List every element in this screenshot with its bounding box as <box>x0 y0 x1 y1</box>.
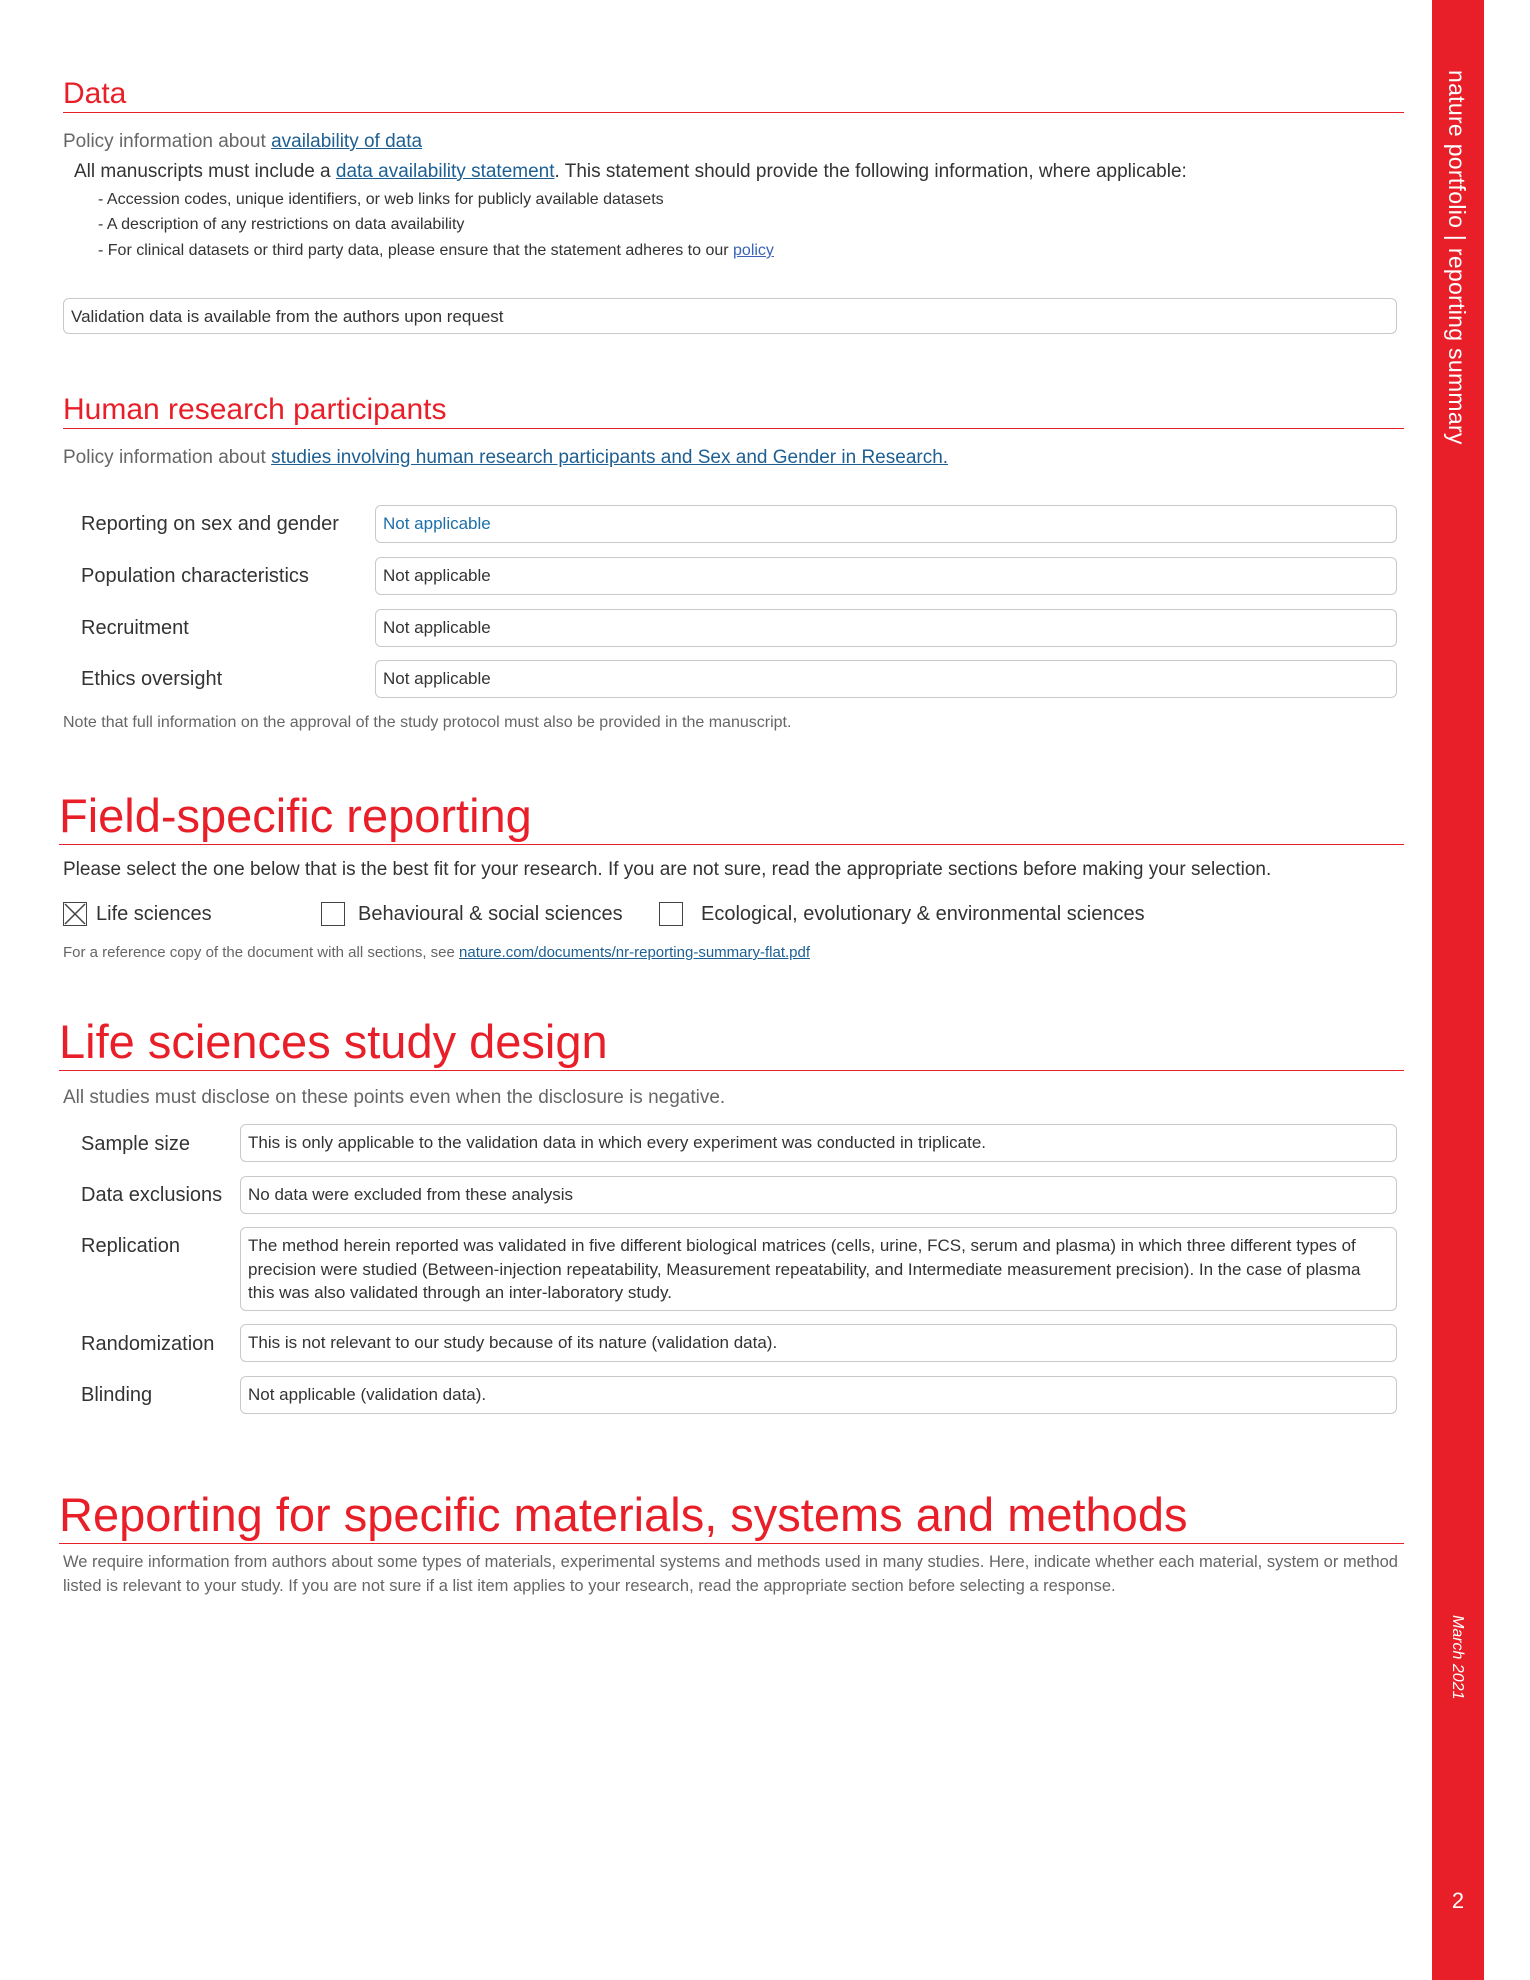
field-randomization[interactable]: This is not relevant to our study because of its nature (validation data). <box>240 1324 1397 1362</box>
checkbox-life-sciences[interactable] <box>63 902 87 926</box>
reference-line <box>63 944 810 961</box>
sidebar <box>1432 0 1484 1980</box>
life-heading: Life sciences study design <box>59 1014 1404 1071</box>
data-policy-link[interactable]: availability of data <box>271 131 423 152</box>
human-note: Note that full information on the approval of the study protocol must also be provided in the manuscript. <box>63 714 792 731</box>
data-statement-line <box>74 161 1187 183</box>
option-ecological: Ecological, evolutionary & environmental sciences <box>701 903 1145 925</box>
field-blinding[interactable]: Not applicable (validation data). <box>240 1376 1397 1414</box>
field-data-exclusions[interactable]: No data were excluded from these analysis <box>240 1176 1397 1214</box>
data-statement-link[interactable]: data availability statement <box>335 161 555 182</box>
checkbox-ecological[interactable] <box>659 902 683 926</box>
label-data-exclusions: Data exclusions <box>81 1184 223 1206</box>
materials-intro: We require information from authors about some types of materials, experimental systems and methods used in many studies. Here, indicate whether each material, system or method listed is relevant to your study. If you are not sure if a list item applies to your research, read the appropriate section before selecting a response. <box>63 1553 1398 1595</box>
data-bullet-1: - Accession codes, unique identifiers, or web links for publicly available datasets <box>98 191 664 208</box>
field-population[interactable]: Not applicable <box>375 557 1397 595</box>
data-bullet-3-text: - For clinical datasets or third party data, please ensure that the statement adheres to our <box>98 242 734 259</box>
label-sample-size: Sample size <box>81 1133 190 1155</box>
label-randomization: Randomization <box>81 1333 215 1355</box>
check-x-icon <box>64 903 86 925</box>
reference-link[interactable]: nature.com/documents/nr-reporting-summary-flat.pdf <box>459 944 811 961</box>
data-statement-prefix: All manuscripts must include a <box>74 161 336 182</box>
checkbox-behavioural[interactable] <box>321 902 345 926</box>
page-number: 2 <box>1451 1888 1465 1913</box>
field-instruction: Please select the one below that is the best fit for your research. If you are not sure, read the appropriate sections before making your selection. <box>63 859 1272 880</box>
option-behavioural: Behavioural & social sciences <box>358 903 623 925</box>
field-replication[interactable]: The method herein reported was validated in five different biological matrices (cells, urine, FCS, serum and plasma) in which three different types of precision were studied (Between-injection repeatability, Measurement repeatability, and Intermediate measurement precision). In the case of plasma this was also validated through an inter-laboratory study. <box>240 1227 1397 1311</box>
field-recruitment[interactable]: Not applicable <box>375 609 1397 647</box>
field-sample-size[interactable]: This is only applicable to the validation data in which every experiment was conducted in triplicate. <box>240 1124 1397 1162</box>
data-policy-prefix: Policy information about <box>63 131 272 152</box>
label-population: Population characteristics <box>81 565 309 587</box>
life-intro: All studies must disclose on these points even when the disclosure is negative. <box>63 1087 726 1108</box>
data-policy-bullet-link[interactable]: policy <box>733 242 774 259</box>
field-heading: Field-specific reporting <box>59 788 1404 845</box>
label-replication: Replication <box>81 1235 180 1257</box>
human-policy-prefix: Policy information about <box>63 447 272 468</box>
label-blinding: Blinding <box>81 1384 153 1406</box>
data-statement-suffix: . This statement should provide the following information, where applicable: <box>554 161 1187 182</box>
data-availability-answer[interactable]: Validation data is available from the authors upon request <box>63 298 1397 334</box>
reference-prefix: For a reference copy of the document with all sections, see <box>63 944 460 961</box>
field-ethics[interactable]: Not applicable <box>375 660 1397 698</box>
sidebar-date: March 2021 <box>1449 1615 1466 1700</box>
label-recruitment: Recruitment <box>81 617 189 639</box>
data-bullet-2: - A description of any restrictions on data availability <box>98 216 465 233</box>
data-policy-line <box>63 131 422 153</box>
materials-heading: Reporting for specific materials, systems and methods <box>59 1487 1404 1544</box>
label-sex-gender: Reporting on sex and gender <box>81 513 339 535</box>
data-heading: Data <box>63 76 1404 113</box>
sidebar-title: nature portfolio | reporting summary <box>1444 70 1470 445</box>
data-bullet-3 <box>98 242 774 260</box>
human-policy-line <box>63 447 948 469</box>
label-ethics: Ethics oversight <box>81 668 223 690</box>
option-life-sciences: Life sciences <box>96 903 212 925</box>
field-sex-gender[interactable]: Not applicable <box>375 505 1397 543</box>
human-heading: Human research participants <box>63 392 1404 429</box>
human-policy-link[interactable]: studies involving human research participants and Sex and Gender in Research. <box>271 447 949 468</box>
